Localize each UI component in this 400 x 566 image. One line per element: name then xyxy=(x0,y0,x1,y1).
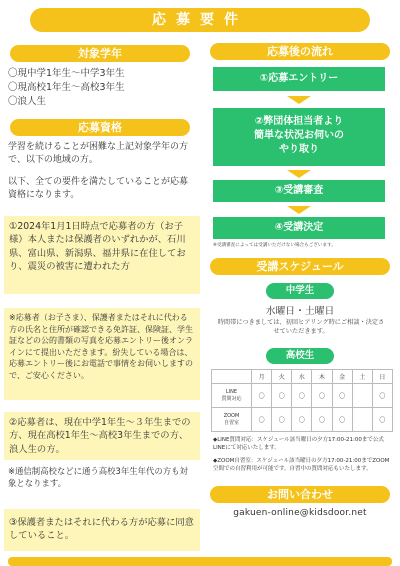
table-cell: 〇 xyxy=(372,384,392,408)
table-cell xyxy=(352,408,372,432)
requirement-2: ②応募者は、現在中学1年生〜３年生までの方、現在高校1年生〜高校3年生までの方、浪人生の方。 xyxy=(4,412,200,460)
zoom-room-note: ◆ZOOM自習室：スケジュール該当曜日の夕方17:00-21:00までZOOM空間での自習利用が可能です。自習中の質問対応もいたします。 xyxy=(213,458,390,472)
table-row xyxy=(212,370,393,384)
table-header-cell xyxy=(212,370,252,384)
flow-heading: 応募後の流れ xyxy=(210,43,390,60)
eligibility-item: 〇現高校1年生〜高校3年生 xyxy=(8,82,125,93)
schedule-heading: 受講スケジュール xyxy=(210,258,390,275)
qualification-para2: 以下、全ての要件を満たしていることが応募資格になります。 xyxy=(8,177,189,200)
table-cell: 〇 xyxy=(252,408,272,432)
line-support-note: ◆LINE質問対応：スケジュール該当曜日の夕方17:00-21:00まで公式LINEにて対応いたします。 xyxy=(213,437,384,451)
table-cell: 〇 xyxy=(312,408,332,432)
table-header-cell: 木 xyxy=(312,370,332,384)
eligibility-item: 〇浪人生 xyxy=(8,96,47,107)
table-cell: 〇 xyxy=(332,408,352,432)
table-header-cell: 水 xyxy=(292,370,312,384)
high-school-label: 高校生 xyxy=(266,348,334,364)
table-cell: 〇 xyxy=(272,408,292,432)
flow-step-decision: ④受講決定 xyxy=(213,217,385,239)
contact-email[interactable]: gakuen-online@kidsdoor.net xyxy=(233,508,367,518)
table-cell: 〇 xyxy=(332,384,352,408)
table-header-cell: 土 xyxy=(352,370,372,384)
table-cell: 〇 xyxy=(292,384,312,408)
bottom-bar xyxy=(8,557,392,566)
middle-school-days: 水曜日・土曜日 xyxy=(265,306,335,317)
arrow-down-icon xyxy=(287,206,311,214)
page-title: 応募要件 xyxy=(30,8,370,32)
table-cell xyxy=(352,384,372,408)
contact-heading: お問い合わせ xyxy=(210,486,390,503)
eligibility-heading: 対象学年 xyxy=(10,45,190,62)
qualification-heading: 応募資格 xyxy=(10,119,190,136)
table-header-cell: 金 xyxy=(332,370,352,384)
middle-school-label: 中学生 xyxy=(266,283,334,299)
table-header-cell: 火 xyxy=(272,370,292,384)
eligibility-list xyxy=(8,67,196,109)
arrow-down-icon xyxy=(287,96,311,104)
high-school-schedule-table xyxy=(211,369,393,432)
table-cell: 〇 xyxy=(372,408,392,432)
requirement-1-note: ※応募者（お子さま）、保護者またはそれに代わる方の氏名と住所が確認できる免許証、保険証、学生証などの公的書類の写真を応募エントリー後オンラインにて提出いただきます。紛失している場合は、応募エントリー後にお電話で事情をお伺いしますので、ご安心ください。 xyxy=(4,308,200,400)
middle-school-note: 時間帯につきましては、初回ヒアリング時にご相談・決定させていただきます。 xyxy=(217,319,385,335)
flow-step-review: ③受講審査 xyxy=(213,180,385,202)
requirement-3: ③保護者またはそれに代わる方が応募に同意していること。 xyxy=(4,509,200,551)
table-cell: 〇 xyxy=(312,384,332,408)
table-header-cell: 日 xyxy=(372,370,392,384)
table-row xyxy=(212,408,393,432)
arrow-down-icon xyxy=(287,170,311,178)
table-header-cell: 月 xyxy=(252,370,272,384)
requirement-1: ①2024年1月1日時点で応募者の方（お子様）本人または保護者のいずれかが、石川県、富山県、新潟県、福井県に在住しており、震災の被害に遭われた方 xyxy=(4,216,200,294)
flow-step-entry: ①応募エントリー xyxy=(213,67,385,91)
flow-note: ※受講審査によっては受講いただけない場合もございます。 xyxy=(213,243,336,248)
table-row xyxy=(212,384,393,408)
table-cell: 〇 xyxy=(272,384,292,408)
table-cell: 〇 xyxy=(252,384,272,408)
eligibility-item: 〇現中学1年生〜中学3年生 xyxy=(8,68,125,79)
table-row-label: ZOOM 自習室 xyxy=(212,408,252,432)
requirement-2-note: ※通信制高校などに通う高校3年生年代の方も対象となります。 xyxy=(8,466,188,488)
table-cell: 〇 xyxy=(292,408,312,432)
flow-step-contact: ②弊団体担当者より 簡単な状況お伺いの やり取り xyxy=(213,108,385,166)
qualification-para1: 学習を続けることが困難な上記対象学年の方で、以下の地域の方。 xyxy=(8,142,189,165)
table-row-label: LINE 質問対応 xyxy=(212,384,252,408)
